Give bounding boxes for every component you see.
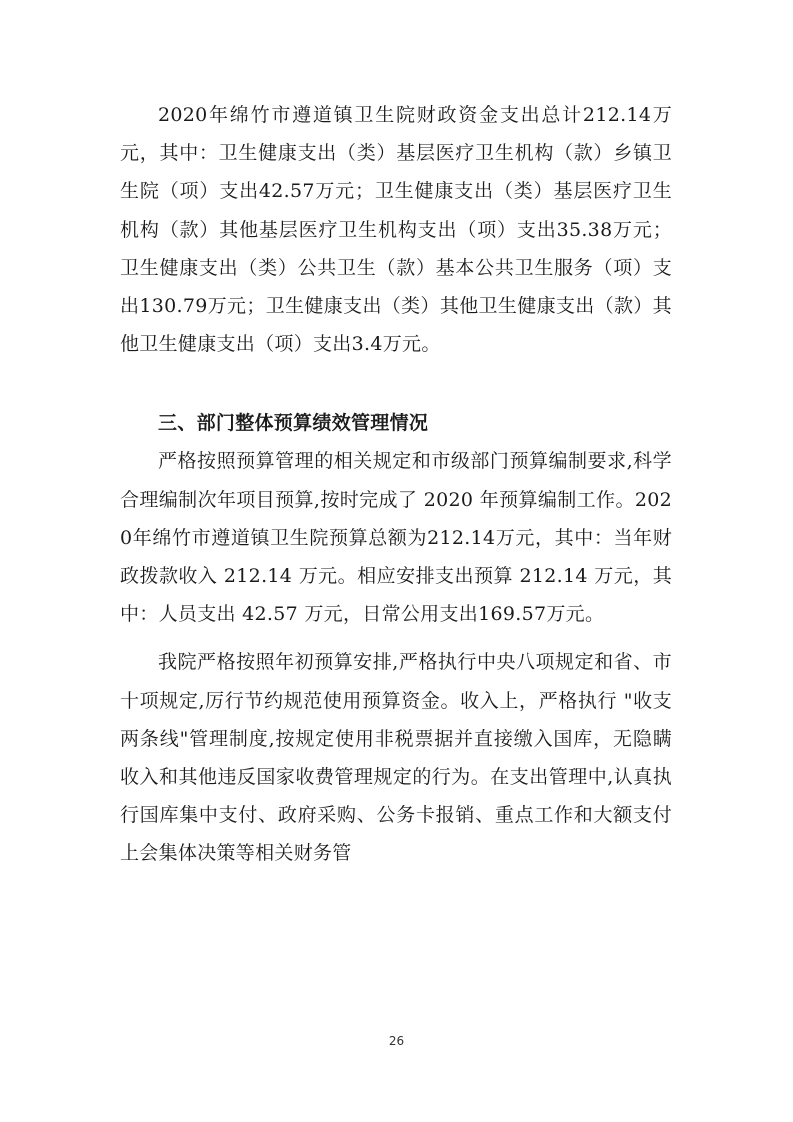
- paragraph-budget-preparation: 严格按照预算管理的相关规定和市级部门预算编制要求,科学合理编制次年项目预算,按时完成了 2020 年预算编制工作。2020年绵竹市遵道镇卫生院预算总额为212.14万元，其中：当年财政拨款收入 212.14 万元。相应安排支出预算 212.14 万元，其中：人员支出 42.57 万元，日常公用支出169.57万元。: [120, 450, 672, 626]
- page-number: 26: [388, 1034, 405, 1048]
- document-body: [120, 96, 672, 873]
- paragraph-expenditure-summary: 2020年绵竹市遵道镇卫生院财政资金支出总计212.14万元，其中：卫生健康支出（类）基层医疗卫生机构（款）乡镇卫生院（项）支出42.57万元；卫生健康支出（类）基层医疗卫生机构（款）其他基层医疗卫生机构支出（项）支出35.38万元；卫生健康支出（类）公共卫生（款）基本公共卫生服务（项）支出130.79万元；卫生健康支出（类）其他卫生健康支出（款）其他卫生健康支出（项）支出3.4万元。: [120, 104, 672, 356]
- section-heading: 三、部门整体预算绩效管理情况: [158, 412, 429, 435]
- paragraph-budget-execution: 我院严格按照年初预算安排,严格执行中央八项规定和省、市十项规定,厉行节约规范使用预算资金。收入上，严格执行 "收支两条线"管理制度,按规定使用非税票据并直接缴入国库，无隐瞒收入和其他违反国家收费管理规定的行为。在支出管理中,认真执行国库集中支付、政府采购、公务卡报销、重点工作和大额支付上会集体决策等相关财务管: [120, 651, 672, 865]
